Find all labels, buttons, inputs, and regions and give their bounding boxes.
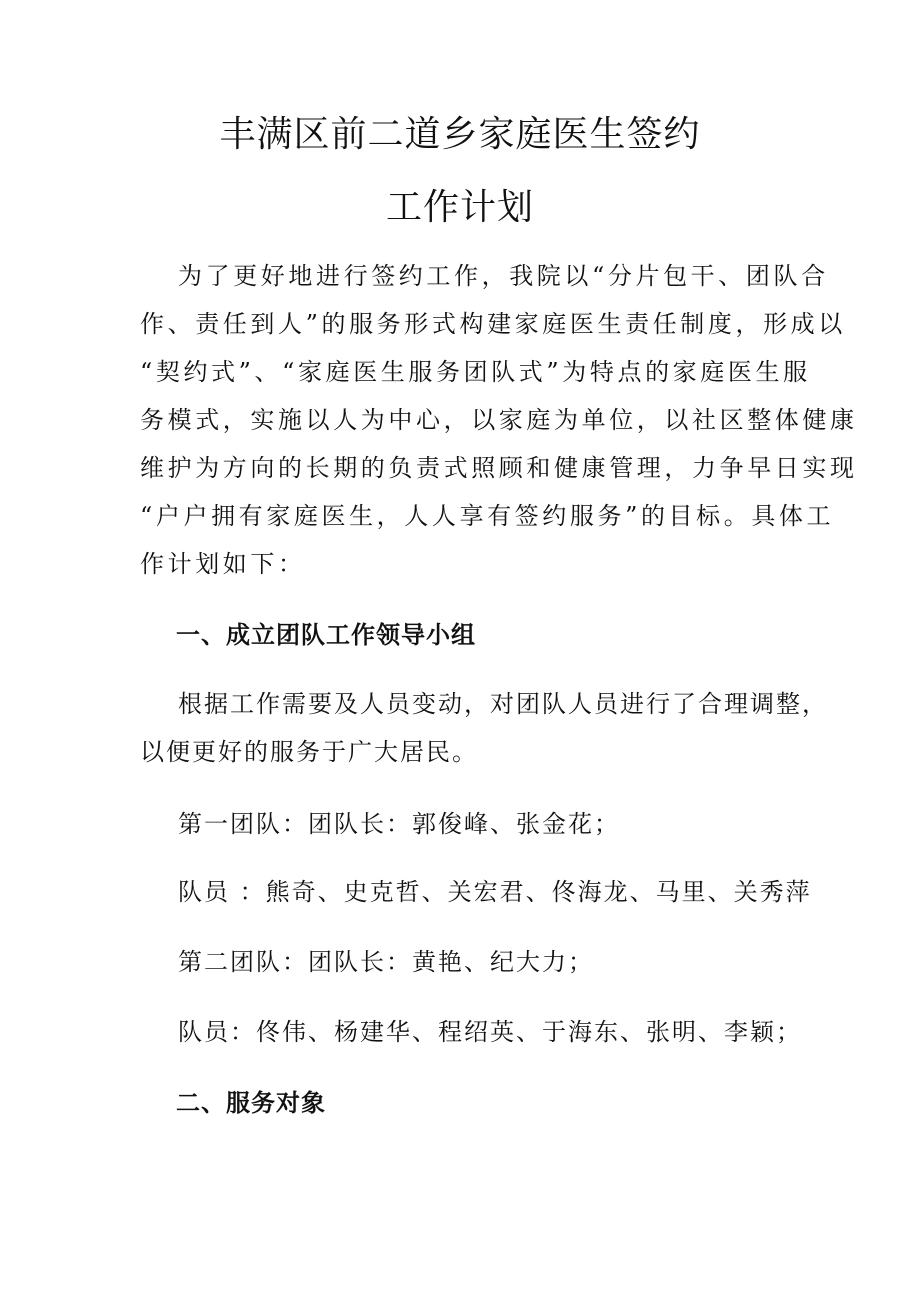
section-1-paragraph <box>140 680 828 776</box>
document-title-line-2: 工作计划 <box>385 187 534 228</box>
intro-line: “契约式”、“家庭医生服务团队式”为特点的家庭医生服 <box>140 358 811 386</box>
team-1-members: 队员 ：熊奇、史克哲、关宏君、佟海龙、马里、关秀萍 <box>178 878 812 906</box>
document-title-line-1: 丰满区前二道乡家庭医生签约 <box>219 114 701 155</box>
section-1-heading: 一、成立团队工作领导小组 <box>176 620 476 649</box>
team-2-leaders: 第二团队：团队长：黄艳、纪大力； <box>178 948 594 976</box>
intro-line: 维护为方向的长期的负责式照顾和健康管理，力争早日实现 <box>140 454 858 482</box>
intro-line: 作计划如下： <box>140 550 306 578</box>
intro-line: 务模式，实施以人为中心，以家庭为单位，以社区整体健康 <box>140 406 858 434</box>
section-2-heading: 二、服务对象 <box>176 1088 326 1117</box>
intro-paragraph <box>140 252 858 588</box>
paragraph-line: 以便更好的服务于广大居民。 <box>140 738 478 766</box>
intro-line: “户户拥有家庭医生，人人享有签约服务”的目标。具体工 <box>140 502 835 530</box>
team-1-leaders: 第一团队：团队长：郭俊峰、张金花； <box>178 810 620 838</box>
intro-line: 为了更好地进行签约工作，我院以“分片包干、团队合 <box>178 262 829 290</box>
intro-line: 作、责任到人”的服务形式构建家庭医生责任制度，形成以 <box>140 310 846 338</box>
paragraph-line: 根据工作需要及人员变动，对团队人员进行了合理调整， <box>178 690 828 718</box>
team-2-members: 队员：佟伟、杨建华、程绍英、于海东、张明、李颖； <box>178 1018 802 1046</box>
